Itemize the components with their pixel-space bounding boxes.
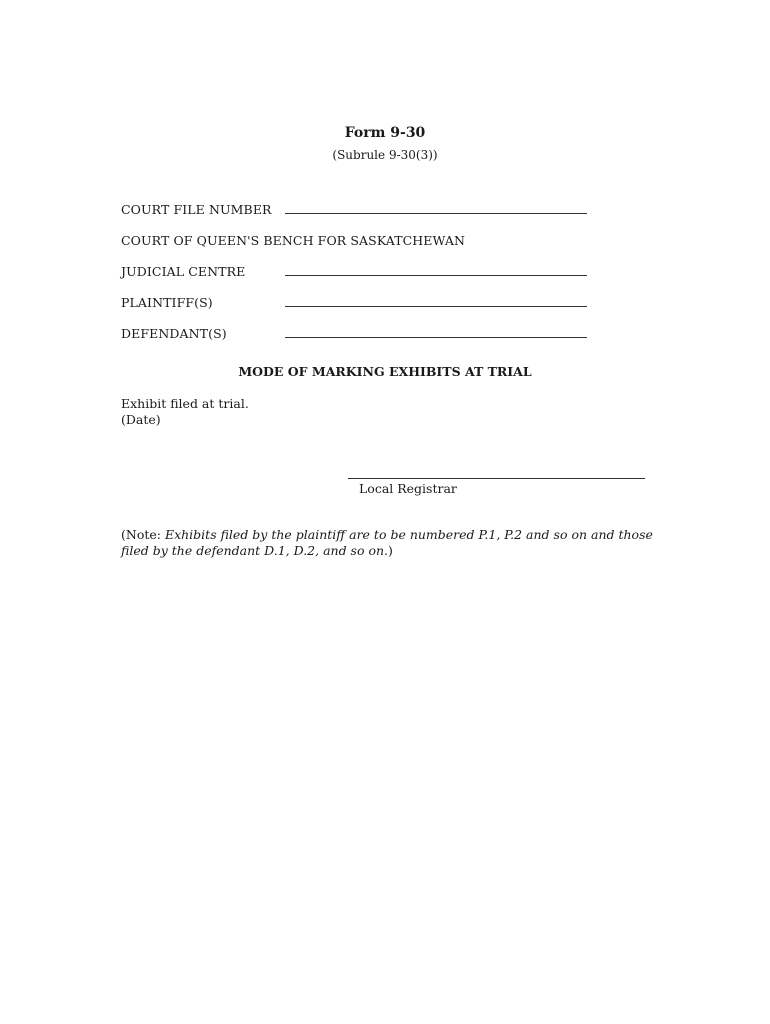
form-title: Form 9-30: [344, 125, 426, 141]
defendants-label: DEFENDANT(S): [121, 326, 227, 341]
note-paragraph: [121, 527, 661, 559]
court-file-number-blank[interactable]: [285, 213, 587, 214]
court-name-label: COURT OF QUEEN'S BENCH FOR SASKATCHEWAN: [121, 233, 466, 248]
signature-line[interactable]: [348, 478, 645, 479]
plaintiffs-blank[interactable]: [285, 306, 587, 307]
court-file-number-label: COURT FILE NUMBER: [121, 202, 272, 217]
note-suffix: ): [388, 543, 393, 558]
plaintiffs-label: PLAINTIFF(S): [121, 295, 213, 310]
note-text: Exhibits filed by the plaintiff are to be numbered P.1, P.2 and so on and those filed by the defendant D.1, D.2, and so on.: [121, 527, 653, 558]
judicial-centre-blank[interactable]: [285, 275, 587, 276]
section-heading: MODE OF MARKING EXHIBITS AT TRIAL: [238, 364, 532, 379]
defendants-blank[interactable]: [285, 337, 587, 338]
judicial-centre-label: JUDICIAL CENTRE: [121, 264, 246, 279]
date-text: (Date): [121, 412, 161, 427]
form-subrule: (Subrule 9-30(3)): [332, 148, 438, 162]
exhibit-filed-text: Exhibit filed at trial.: [121, 396, 249, 411]
signature-label: Local Registrar: [359, 481, 457, 496]
note-prefix: (Note:: [121, 527, 165, 542]
